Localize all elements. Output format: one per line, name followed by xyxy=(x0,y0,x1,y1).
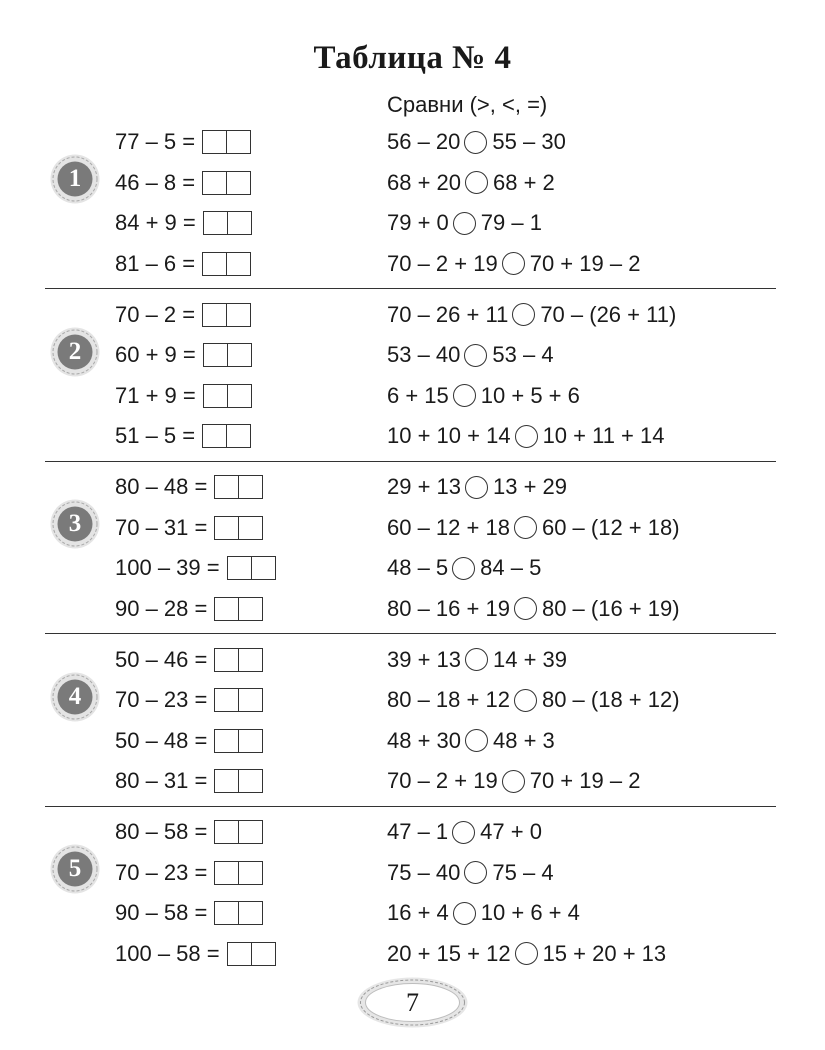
answer-digit-box[interactable] xyxy=(226,304,250,326)
arithmetic-problem xyxy=(115,376,252,416)
answer-boxes[interactable] xyxy=(214,597,263,621)
answer-digit-box[interactable] xyxy=(227,212,251,234)
problem-text: 90 – 58 = xyxy=(115,900,208,926)
answer-digit-box[interactable] xyxy=(238,770,262,792)
comparison-problem xyxy=(387,853,554,893)
comparison-sign-circle[interactable] xyxy=(453,902,476,925)
problem-text: 70 – 23 = xyxy=(115,859,208,885)
answer-digit-box[interactable] xyxy=(215,730,238,752)
comparison-left-expression: 6 + 15 xyxy=(387,382,449,408)
comparison-left-expression: 48 + 30 xyxy=(387,727,462,753)
section-divider xyxy=(45,288,776,289)
answer-digit-box[interactable] xyxy=(227,344,251,366)
section-divider xyxy=(45,461,776,462)
problem-text: 70 – 2 = xyxy=(115,301,196,327)
section-number: 5 xyxy=(68,855,82,882)
problem-text: 70 – 31 = xyxy=(115,514,208,540)
problem-text: 50 – 48 = xyxy=(115,727,208,753)
comparison-right-expression: 60 – (12 + 18) xyxy=(541,514,680,540)
answer-boxes[interactable] xyxy=(214,901,263,925)
arithmetic-problem xyxy=(115,812,263,852)
comparison-left-expression: 48 – 5 xyxy=(387,555,449,581)
exercise-section xyxy=(45,636,776,808)
comparison-sign-circle[interactable] xyxy=(512,303,535,326)
arithmetic-problem xyxy=(115,680,263,720)
answer-digit-box[interactable] xyxy=(215,649,238,671)
comparison-problem xyxy=(387,467,567,507)
answer-digit-box[interactable] xyxy=(204,212,227,234)
comparison-left-expression: 29 + 13 xyxy=(387,474,462,499)
comparison-problem xyxy=(387,376,580,416)
comparison-right-expression: 47 + 0 xyxy=(480,819,542,844)
problem-text: 50 – 46 = xyxy=(115,646,208,672)
comparison-problem xyxy=(387,295,676,335)
section-number-badge xyxy=(50,844,100,894)
problem-text: 77 – 5 = xyxy=(115,129,196,154)
comparison-problem xyxy=(387,812,542,852)
problem-text: 80 – 58 = xyxy=(115,819,208,844)
comparison-left-expression: 80 – 16 + 19 xyxy=(387,595,510,621)
exercise-section xyxy=(45,291,776,463)
comparison-right-expression: 70 – (26 + 11) xyxy=(540,301,677,327)
comparison-problem xyxy=(387,163,555,203)
arithmetic-problem xyxy=(115,203,252,243)
comparison-right-expression: 70 + 19 – 2 xyxy=(529,250,641,276)
comparison-problem xyxy=(387,761,640,801)
comparison-left-expression: 79 + 0 xyxy=(387,210,449,236)
answer-digit-box[interactable] xyxy=(251,943,275,965)
answer-digit-box[interactable] xyxy=(238,862,262,884)
problem-text: 51 – 5 = xyxy=(115,423,196,449)
comparison-sign-circle[interactable] xyxy=(453,212,476,235)
answer-boxes[interactable] xyxy=(214,516,263,540)
comparison-sign-circle[interactable] xyxy=(464,344,487,367)
answer-digit-box[interactable] xyxy=(228,557,251,579)
problem-text: 71 + 9 = xyxy=(115,382,196,408)
comparison-left-expression: 53 – 40 xyxy=(387,342,461,368)
comparison-problem xyxy=(387,203,542,243)
arithmetic-problem xyxy=(115,122,251,162)
problem-text: 80 – 48 = xyxy=(115,474,208,499)
answer-boxes[interactable] xyxy=(214,688,263,712)
arithmetic-problem xyxy=(115,589,263,629)
comparison-sign-circle[interactable] xyxy=(453,384,476,407)
comparison-right-expression: 14 + 39 xyxy=(493,646,568,672)
comparison-sign-circle[interactable] xyxy=(502,252,525,275)
comparison-problem xyxy=(387,122,566,162)
exercise-section xyxy=(45,808,776,980)
comparison-problem xyxy=(387,721,555,761)
section-number: 2 xyxy=(68,337,82,365)
answer-boxes[interactable] xyxy=(214,861,263,885)
section-number-badge xyxy=(50,327,100,377)
answer-digit-box[interactable] xyxy=(226,253,250,275)
problem-text: 80 – 31 = xyxy=(115,768,208,794)
answer-digit-box[interactable] xyxy=(215,476,238,498)
answer-digit-box[interactable] xyxy=(215,517,238,539)
answer-boxes[interactable] xyxy=(214,648,263,672)
answer-digit-box[interactable] xyxy=(251,557,275,579)
problem-text: 84 + 9 = xyxy=(115,210,196,236)
exercise-section xyxy=(45,118,776,290)
answer-digit-box[interactable] xyxy=(215,598,238,620)
comparison-sign-circle[interactable] xyxy=(465,729,488,752)
problem-text: 60 + 9 = xyxy=(115,342,196,368)
comparison-sign-circle[interactable] xyxy=(452,557,475,580)
comparison-right-expression: 70 + 19 – 2 xyxy=(529,768,641,794)
arithmetic-problem xyxy=(115,548,276,588)
arithmetic-problem xyxy=(115,416,251,456)
comparison-sign-circle[interactable] xyxy=(465,648,488,671)
comparison-left-expression: 70 – 26 + 11 xyxy=(387,301,509,327)
answer-boxes[interactable] xyxy=(214,475,263,499)
comparison-problem xyxy=(387,640,567,680)
page-title: Таблица № 4 xyxy=(313,40,512,76)
answer-boxes[interactable] xyxy=(202,252,251,276)
comparison-right-expression: 75 – 4 xyxy=(492,859,554,885)
answer-digit-box[interactable] xyxy=(227,385,251,407)
answer-digit-box[interactable] xyxy=(238,476,262,498)
comparison-sign-circle[interactable] xyxy=(464,861,487,884)
answer-digit-box[interactable] xyxy=(226,131,250,153)
answer-digit-box[interactable] xyxy=(215,770,238,792)
answer-boxes[interactable] xyxy=(214,820,263,844)
arithmetic-problem xyxy=(115,467,263,507)
section-number: 1 xyxy=(68,165,82,192)
answer-digit-box[interactable] xyxy=(238,649,262,671)
answer-digit-box[interactable] xyxy=(238,730,262,752)
comparison-right-expression: 55 – 30 xyxy=(492,129,566,154)
answer-digit-box[interactable] xyxy=(203,425,226,447)
answer-boxes[interactable] xyxy=(227,556,276,580)
problem-text: 100 – 58 = xyxy=(115,940,220,966)
comparison-problem xyxy=(387,934,666,974)
comparison-left-expression: 16 + 4 xyxy=(387,900,449,926)
comparison-sign-circle[interactable] xyxy=(515,425,538,448)
comparison-right-expression: 79 – 1 xyxy=(480,210,542,236)
answer-digit-box[interactable] xyxy=(238,689,262,711)
comparison-right-expression: 13 + 29 xyxy=(493,474,568,499)
answer-digit-box[interactable] xyxy=(203,131,226,153)
comparison-problem xyxy=(387,508,680,548)
answer-digit-box[interactable] xyxy=(238,821,262,843)
arithmetic-problem xyxy=(115,853,263,893)
comparison-right-expression: 10 + 11 + 14 xyxy=(542,423,665,449)
comparison-left-expression: 70 – 2 + 19 xyxy=(387,250,498,276)
comparison-left-expression: 20 + 15 + 12 xyxy=(387,940,511,966)
answer-digit-box[interactable] xyxy=(215,902,238,924)
answer-digit-box[interactable] xyxy=(215,821,238,843)
arithmetic-problem xyxy=(115,244,251,284)
answer-digit-box[interactable] xyxy=(215,862,238,884)
arithmetic-problem xyxy=(115,508,263,548)
answer-digit-box[interactable] xyxy=(203,304,226,326)
section-divider xyxy=(45,633,776,634)
comparison-left-expression: 56 – 20 xyxy=(387,129,461,154)
exercise-section xyxy=(45,463,776,635)
answer-digit-box[interactable] xyxy=(238,517,262,539)
comparison-left-expression: 75 – 40 xyxy=(387,859,461,885)
section-number: 4 xyxy=(68,682,82,710)
comparison-sign-circle[interactable] xyxy=(465,476,488,499)
section-number-badge xyxy=(50,154,100,204)
comparison-problem xyxy=(387,680,680,720)
comparison-sign-circle[interactable] xyxy=(514,516,537,539)
comparison-left-expression: 70 – 2 + 19 xyxy=(387,768,498,794)
compare-instruction: Сравни (>, <, =) xyxy=(387,92,548,117)
comparison-sign-circle[interactable] xyxy=(514,597,537,620)
answer-boxes[interactable] xyxy=(203,343,252,367)
section-number-badge xyxy=(50,672,100,722)
comparison-problem xyxy=(387,335,554,375)
comparison-right-expression: 10 + 5 + 6 xyxy=(480,382,580,408)
comparison-problem xyxy=(387,548,541,588)
answer-boxes[interactable] xyxy=(214,769,263,793)
comparison-problem xyxy=(387,589,680,629)
answer-boxes[interactable] xyxy=(202,171,251,195)
page-number-badge xyxy=(355,975,470,1030)
comparison-sign-circle[interactable] xyxy=(502,770,525,793)
section-number-badge xyxy=(50,499,100,549)
comparison-right-expression: 68 + 2 xyxy=(493,169,555,195)
answer-boxes[interactable] xyxy=(202,303,251,327)
answer-digit-box[interactable] xyxy=(238,902,262,924)
comparison-right-expression: 80 – (16 + 19) xyxy=(541,595,680,621)
section-divider xyxy=(45,806,776,807)
answer-digit-box[interactable] xyxy=(215,689,238,711)
comparison-right-expression: 15 + 20 + 13 xyxy=(542,940,667,966)
arithmetic-problem xyxy=(115,761,263,801)
comparison-right-expression: 53 – 4 xyxy=(492,342,554,368)
comparison-sign-circle[interactable] xyxy=(452,821,475,844)
answer-boxes[interactable] xyxy=(202,424,251,448)
answer-digit-box[interactable] xyxy=(226,172,250,194)
comparison-problem xyxy=(387,893,580,933)
problem-text: 70 – 23 = xyxy=(115,687,208,713)
answer-digit-box[interactable] xyxy=(228,943,251,965)
comparison-sign-circle[interactable] xyxy=(514,689,537,712)
answer-digit-box[interactable] xyxy=(203,253,226,275)
arithmetic-problem xyxy=(115,934,276,974)
comparison-left-expression: 60 – 12 + 18 xyxy=(387,514,510,540)
comparison-left-expression: 68 + 20 xyxy=(387,169,462,195)
comparison-problem xyxy=(387,244,640,284)
arithmetic-problem xyxy=(115,335,252,375)
problem-text: 46 – 8 = xyxy=(115,169,196,195)
comparison-right-expression: 80 – (18 + 12) xyxy=(541,687,680,713)
comparison-left-expression: 10 + 10 + 14 xyxy=(387,423,511,449)
answer-boxes[interactable] xyxy=(203,211,252,235)
arithmetic-problem xyxy=(115,721,263,761)
problem-text: 100 – 39 = xyxy=(115,555,220,581)
comparison-left-expression: 39 + 13 xyxy=(387,646,462,672)
comparison-left-expression: 47 – 1 xyxy=(387,819,449,844)
section-number: 3 xyxy=(68,510,82,537)
comparison-problem xyxy=(387,416,665,456)
arithmetic-problem xyxy=(115,295,251,335)
comparison-sign-circle[interactable] xyxy=(464,131,487,154)
arithmetic-problem xyxy=(115,163,251,203)
answer-boxes[interactable] xyxy=(202,130,251,154)
answer-digit-box[interactable] xyxy=(238,598,262,620)
answer-digit-box[interactable] xyxy=(204,344,227,366)
answer-boxes[interactable] xyxy=(227,942,276,966)
arithmetic-problem xyxy=(115,893,263,933)
answer-digit-box[interactable] xyxy=(204,385,227,407)
comparison-sign-circle[interactable] xyxy=(515,942,538,965)
problem-text: 81 – 6 = xyxy=(115,250,196,276)
answer-boxes[interactable] xyxy=(203,384,252,408)
comparison-sign-circle[interactable] xyxy=(465,171,488,194)
comparison-right-expression: 10 + 6 + 4 xyxy=(480,900,580,926)
comparison-left-expression: 80 – 18 + 12 xyxy=(387,687,510,713)
page-number: 7 xyxy=(406,988,419,1017)
answer-digit-box[interactable] xyxy=(203,172,226,194)
problem-text: 90 – 28 = xyxy=(115,595,208,621)
comparison-right-expression: 48 + 3 xyxy=(493,727,555,753)
answer-boxes[interactable] xyxy=(214,729,263,753)
comparison-right-expression: 84 – 5 xyxy=(480,555,542,581)
answer-digit-box[interactable] xyxy=(226,425,250,447)
arithmetic-problem xyxy=(115,640,263,680)
